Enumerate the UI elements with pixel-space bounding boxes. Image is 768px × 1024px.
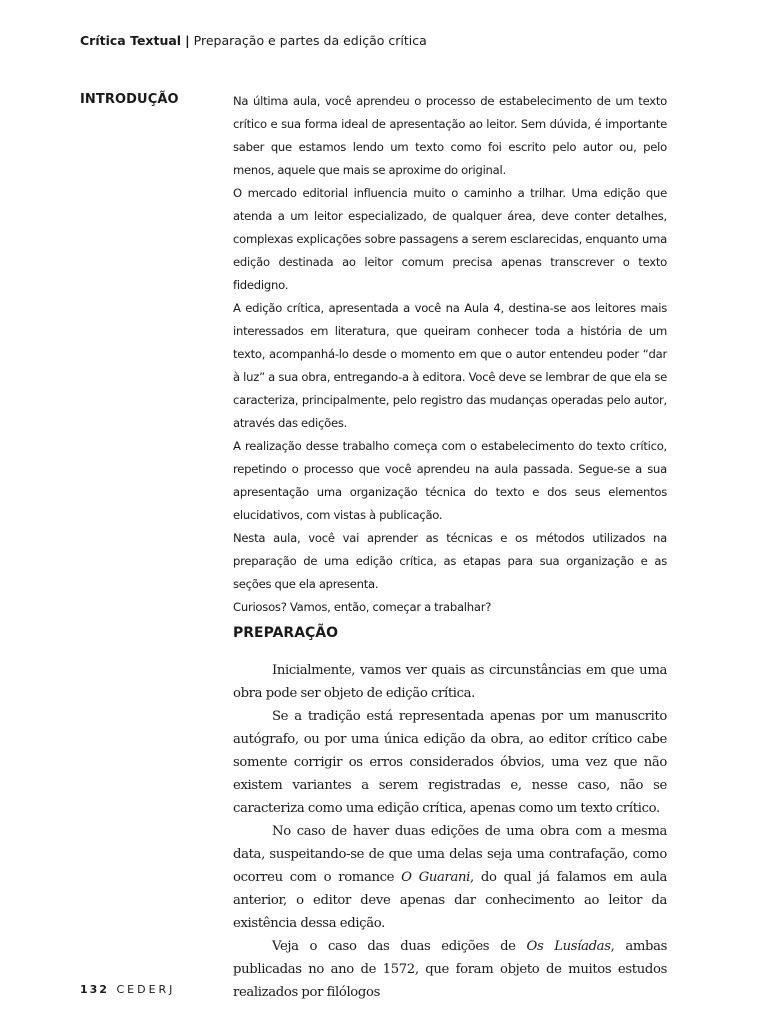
introduction-text (233, 90, 667, 619)
body-paragraph: Inicialmente, vamos ver quais as circunstâncias em que uma obra pode ser objeto de edição crítica. (233, 663, 667, 701)
body-paragraph: Se a tradição está representada apenas por um manuscrito autógrafo, ou por uma única edição da obra, ao editor crítico cabe somente corrigir os erros considerados óbvios, uma vez que não existem variantes a serem registradas e, nesse caso, não se caracteriza como uma edição crítica, apenas como um texto crítico. (233, 709, 667, 816)
intro-paragraph: Na última aula, você aprendeu o processo de estabelecimento de um texto crítico e sua forma ideal de apresentação ao leitor. Sem dúvida, é importante saber que estamos lendo um texto como foi escrito pelo autor ou, pelo menos, aquele que mais se aproxime do original. (233, 94, 667, 177)
introduction-heading: INTRODUÇÃO (80, 92, 179, 107)
book-title-o-guarani: O Guarani (401, 870, 471, 885)
running-header (80, 33, 427, 48)
course-title: Crítica Textual (80, 33, 182, 48)
intro-paragraph: Nesta aula, você vai aprender as técnicas e os métodos utilizados na preparação de uma edição crítica, as etapas para sua organização e as seções que ela apresenta. (233, 531, 667, 591)
body-paragraph (233, 935, 667, 1004)
intro-paragraph: Curiosos? Vamos, então, começar a trabalhar? (233, 600, 492, 614)
preparation-heading: PREPARAÇÃO (233, 625, 339, 641)
text-run: Veja o caso das duas edições de (272, 939, 527, 954)
intro-paragraph: O mercado editorial influencia muito o caminho a trilhar. Uma edição que atenda a um leitor especializado, de qualquer área, deve conter detalhes, complexas explicações sobre passagens a serem esclarecidas, enquanto uma edição destinada ao leitor comum precisa apenas transcrever o texto fidedigno. (233, 186, 667, 292)
intro-paragraph: A edição crítica, apresentada a você na Aula 4, destina-se aos leitores mais interessados em literatura, que queiram conhecer toda a história de um texto, acompanhá-lo desde o momento em que o autor entendeu poder “dar à luz” a sua obra, entregando-a à editora. Você deve se lembrar de que ela se caracteriza, principalmente, pelo registro das mudanças operadas pelo autor, através das edições. (233, 301, 667, 430)
preparation-text (233, 659, 667, 1004)
header-separator: | (185, 33, 190, 48)
text-run: , ambas publicadas no ano de 1572, que foram objeto de muitos estudos realizados por filólogos (233, 939, 668, 1000)
text-run: , do qual já falamos em aula anterior, o editor deve apenas dar conhecimento ao leitor da existência dessa edição. (233, 870, 667, 931)
body-paragraph (233, 820, 667, 935)
page-footer (80, 983, 175, 996)
intro-paragraph: A realização desse trabalho começa com o estabelecimento do texto crítico, repetindo o processo que você aprendeu na aula passada. Segue-se a sua apresentação uma organização técnica do texto e dos seus elementos elucidativos, com vistas à publicação. (233, 439, 667, 522)
publisher-name: CEDERJ (116, 983, 176, 996)
book-title-os-lusiadas: Os Lusíadas (526, 939, 611, 954)
lesson-title: Preparação e partes da edição crítica (193, 33, 427, 48)
text-run: No caso de haver duas edições de uma obra com a mesma data, suspeitando-se de que uma delas seja uma contrafação, como ocorreu com o romance (233, 824, 667, 885)
page-number: 132 (80, 983, 109, 996)
